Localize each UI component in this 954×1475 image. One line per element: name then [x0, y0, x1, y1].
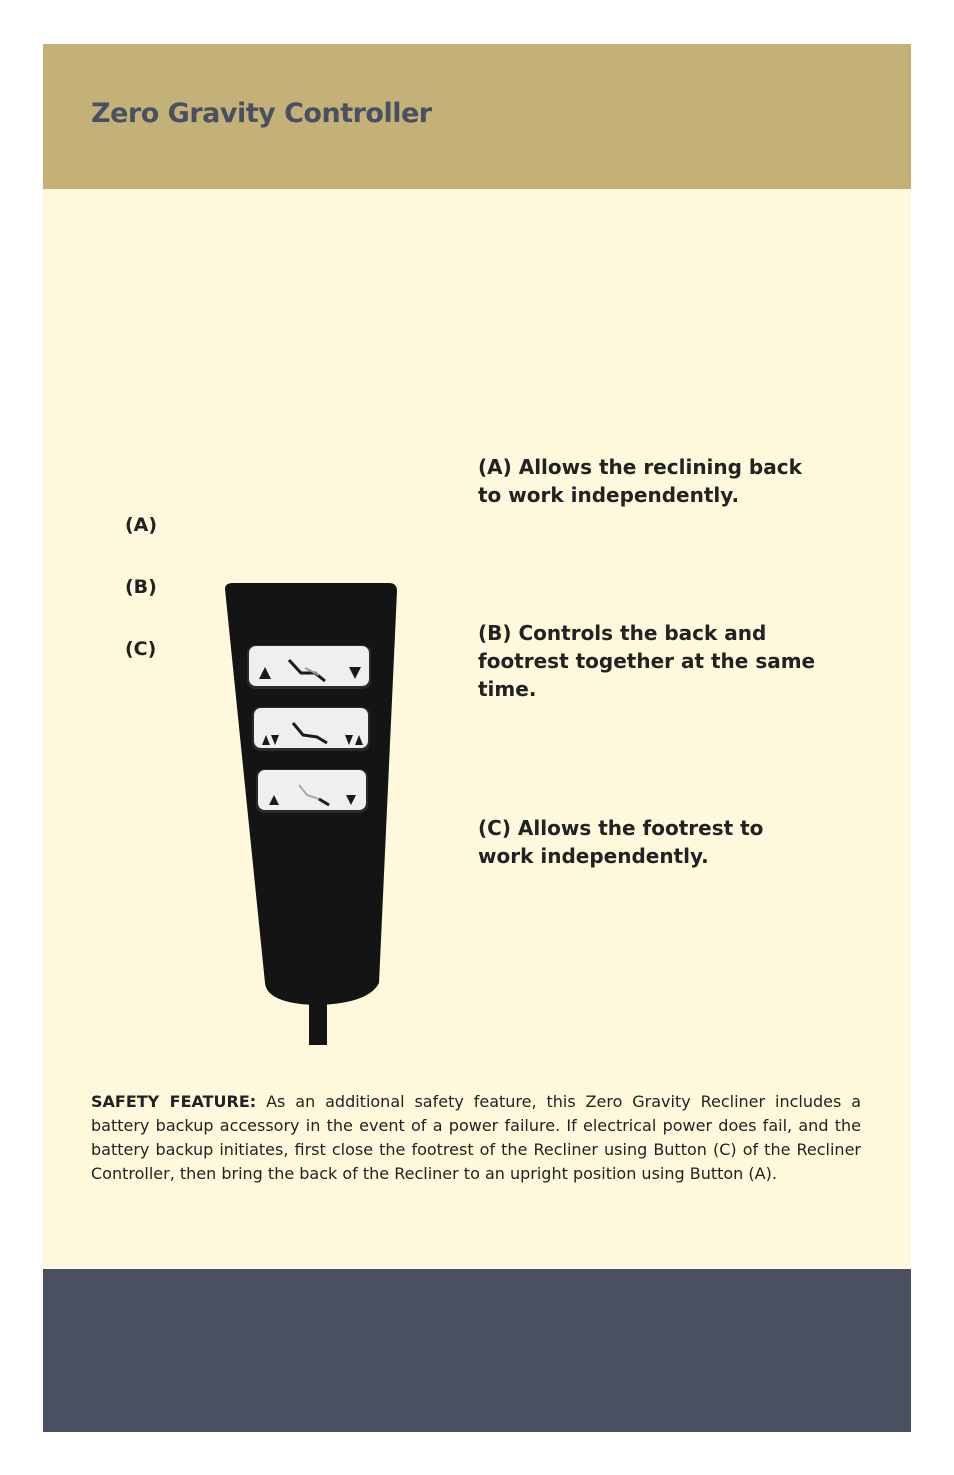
label-c: (C) [125, 638, 157, 660]
safety-note [91, 1090, 861, 1186]
label-a: (A) [125, 514, 158, 536]
remote-cord [309, 1001, 327, 1045]
button-c [256, 769, 368, 813]
controller-remote-image [219, 583, 401, 1049]
label-b: (B) [125, 576, 157, 598]
safety-label: SAFETY FEATURE: [91, 1092, 257, 1111]
page-frame [43, 44, 911, 1432]
button-a [247, 645, 371, 689]
page-title: Zero Gravity Controller [91, 98, 432, 129]
description-b: (B) Controls the back and footrest together at the same time. [478, 621, 816, 701]
header-band [43, 44, 911, 189]
description-c: (C) Allows the footrest to work independently. [478, 816, 764, 868]
footer-band [43, 1269, 911, 1432]
description-a: (A) Allows the reclining back to work independently. [478, 455, 802, 507]
safety-text: As an additional safety feature, this Zero Gravity Recliner includes a battery backup accessory in the event of a power failure. If electrical power does fail, and the battery backup initiates, first close the footrest of the Recliner using Button (C) of the Recliner Controller, then bring the back of the Recliner to an upright position using Button (A). [91, 1092, 861, 1183]
button-b [252, 707, 370, 751]
